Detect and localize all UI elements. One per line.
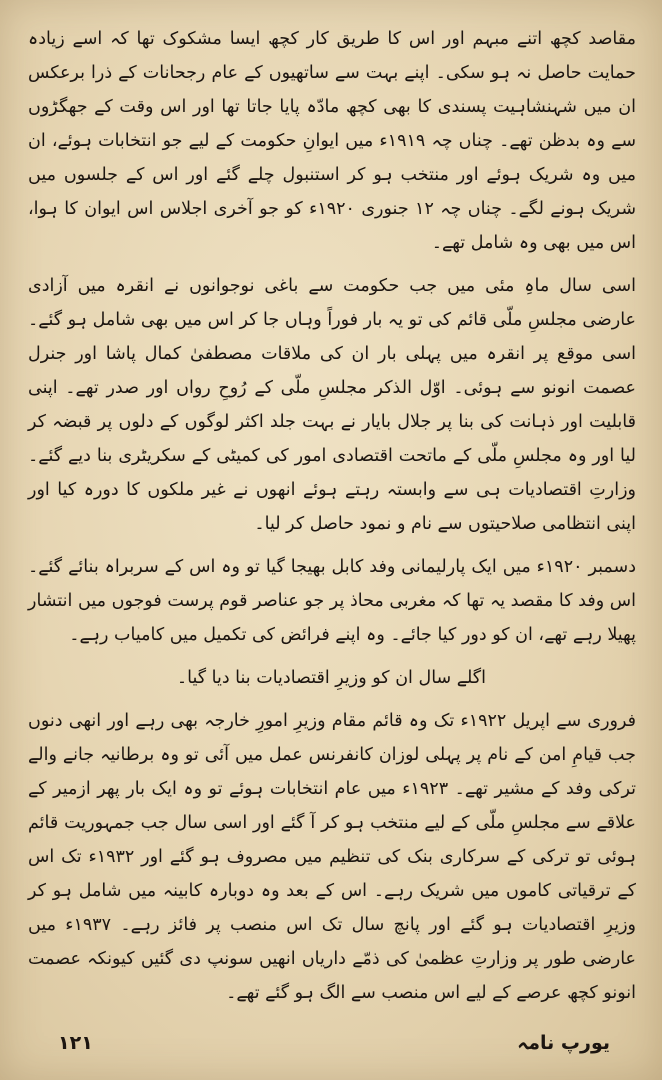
paragraph-4: اگلے سال ان کو وزیرِ اقتصادیات بنا دیا گیا۔ [176,668,486,688]
paragraph-2: اسی سال ماہِ مئی میں جب حکومت سے باغی نوجوانوں نے انقرہ میں آزادی عارضی مجلسِ ملّی قائم کی تو یہ بار فوراً وہاں جا کر اس میں بھی شامل ہو گئے۔ اسی موقع پر انقرہ میں پہلی بار ان کی ملاقات مصطفیٰ کمال پاشا اور جنرل عصمت انونو سے ہوئی۔ اوّل الذکر مجلسِ ملّی کے رُوحِ رواں اور صدر تھے۔ اپنی قابلیت اور ذہانت کی بنا پر جلال بایار نے بہت جلد اکثر لوگوں کے دلوں پر قبضہ کر لیا اور وہ مجلسِ ملّی کے ماتحت اقتصادی امور کی کمیٹی کے سکریٹری بنا دیے گئے۔ وزارتِ اقتصادیات ہی سے وابستہ رہتے ہوئے انھوں نے غیر ملکوں کا دورہ کیا اور اپنی انتظامی صلاحیتوں سے نام و نمود حاصل کر لیا۔ [28,276,636,534]
paragraph-3: دسمبر ۱۹۲۰ء میں ایک پارلیمانی وفد کابل بھیجا گیا تو وہ اس کے سربراہ بنائے گئے۔ اس وفد کا مقصد یہ تھا کہ مغربی محاذ پر جو عناصر قوم پرست فوجوں میں انتشار پھیلا رہے تھے، ان کو دور کیا جائے۔ وہ اپنے فرائض کی تکمیل میں کامیاب رہے۔ [28,557,636,645]
paragraph-1: مقاصد کچھ اتنے مبہم اور اس کا طریق کار کچھ ایسا مشکوک تھا کہ اسے زیادہ حمایت حاصل نہ ہو سکی۔ اپنے بہت سے ساتھیوں کے عام رجحانات کے ذرا برعکس ان میں شہنشاہیت پسندی کا بھی کچھ مادّہ پایا جاتا تھا اور اس وقت کے جھگڑوں سے وہ بدظن تھے۔ چناں چہ ۱۹۱۹ء میں ایوانِ حکومت کے لیے جو انتخابات ہوئے، ان میں وہ شریک ہوئے اور منتخب ہو کر استنبول چلے گئے اور اس کے جلسوں میں شریک ہونے لگے۔ چناں چہ ۱۲ جنوری ۱۹۲۰ء کو جو آخری اجلاس اس ایوان کا ہوا، اس میں بھی وہ شامل تھے۔ [28,29,636,253]
page-number: ۱۲۱ [58,1032,93,1054]
page-body [28,22,636,1010]
paragraph-5: فروری سے اپریل ۱۹۲۲ء تک وہ قائم مقام وزیرِ امورِ خارجہ بھی رہے اور انھی دنوں جب قیامِ امن کے نام پر پہلی لوزان کانفرنس عمل میں آئی تو وہ برطانیہ جانے والے ترکی وفد کے مشیر تھے۔ ۱۹۲۳ء میں عام انتخابات ہوئے تو وہ ایک بار پھر ازمیر کے علاقے سے مجلسِ ملّی کے لیے منتخب ہو کر آ گئے اور اسی سال جب جمہوریت قائم ہوئی تو ترکی کے سرکاری بنک کی تنظیم میں مصروف ہو گئے اور ۱۹۳۲ء تک اس کے ترقیاتی کاموں میں شریک رہے۔ اس کے بعد وہ دوبارہ کابینہ میں شامل ہو کر وزیرِ اقتصادیات ہو گئے اور پانچ سال تک اس منصب پر فائز رہے۔ ۱۹۳۷ء میں عارضی طور پر وزارتِ عظمیٰ کی ذمّے داریاں انھیں سونپ دی گئیں کیونکہ عصمت انونو کچھ عرصے کے لیے اس منصب سے الگ ہو گئے تھے۔ [28,711,636,1003]
page-footer [58,1028,610,1058]
running-title: یورپ نامہ [517,1032,610,1054]
